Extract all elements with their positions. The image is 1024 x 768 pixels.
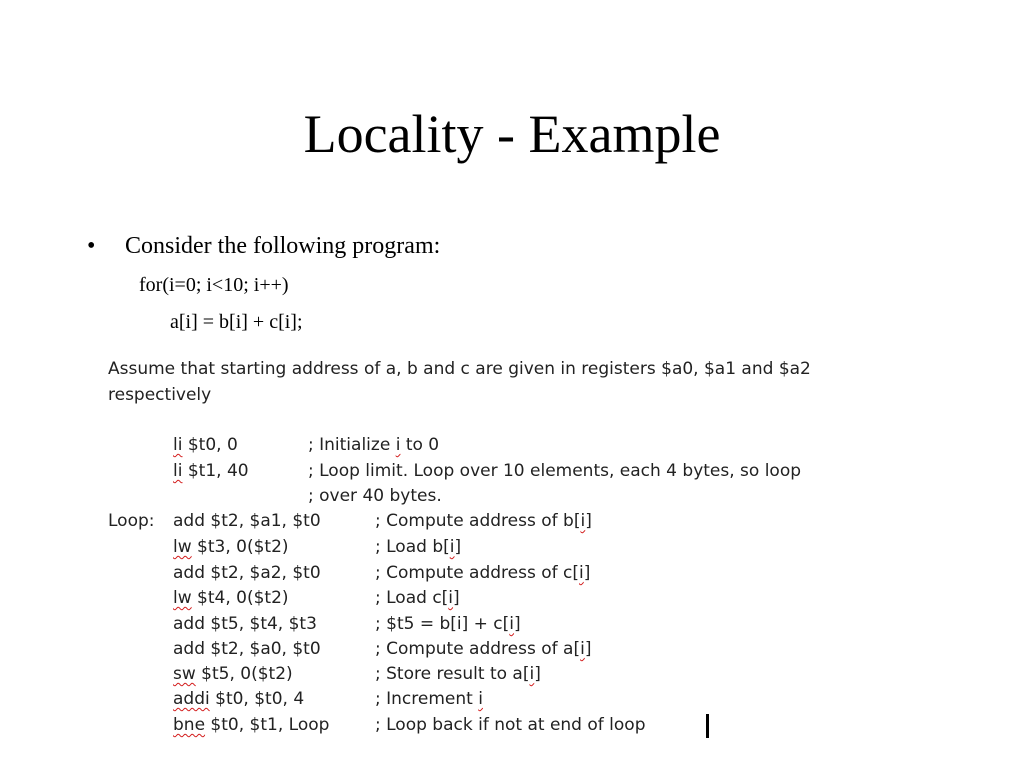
- asm-mnemonic: bne: [173, 715, 206, 735]
- asm-operands: add $t5, $t4, $t3: [173, 614, 317, 634]
- asm-instruction: [173, 433, 238, 457]
- asm-comment-text: ]: [514, 614, 521, 634]
- asm-comment-var: i: [529, 664, 535, 684]
- asm-comment-text: to 0: [400, 435, 440, 455]
- asm-instruction: [173, 509, 321, 533]
- asm-operands: $t4, 0($t2): [191, 588, 289, 608]
- asm-comment-text: ; $t5 = b[i] + c[: [375, 614, 510, 634]
- asm-comment-var: i: [579, 563, 584, 583]
- asm-instruction: [173, 535, 289, 559]
- asm-instruction: [173, 586, 289, 610]
- asm-operands: $t5, 0($t2): [195, 664, 293, 684]
- text-cursor: [706, 714, 709, 738]
- asm-comment: [308, 433, 439, 457]
- code-line-assign: a[i] = b[i] + c[i];: [170, 311, 303, 333]
- asm-instruction: [173, 662, 293, 686]
- asm-operands: $t0, $t1, Loop: [205, 715, 330, 735]
- asm-comment-text: ]: [584, 639, 592, 659]
- asm-comment: [375, 637, 591, 661]
- asm-comment: [375, 561, 590, 585]
- asm-instruction: [173, 561, 321, 585]
- asm-comment-var: i: [580, 639, 585, 659]
- asm-comment-var: i: [478, 689, 483, 709]
- asm-comment-text: ; Load c[: [375, 588, 449, 608]
- asm-operands: add $t2, $a2, $t0: [173, 563, 321, 583]
- asm-comment-var: i: [395, 435, 401, 455]
- asm-operands: $t1, 40: [182, 461, 249, 481]
- asm-operands: add $t2, $a1, $t0: [173, 511, 321, 531]
- asm-comment: [375, 509, 592, 533]
- asm-mnemonic: addi: [173, 689, 210, 709]
- asm-comment-text: ; Compute address of c[: [375, 563, 580, 583]
- asm-comment-var: i: [509, 614, 515, 634]
- asm-comment-text: ]: [534, 664, 541, 684]
- asm-comment-text: ]: [585, 511, 592, 531]
- asm-operands: $t3, 0($t2): [191, 537, 289, 557]
- asm-comment-text: ]: [583, 563, 591, 583]
- code-line-for: for(i=0; i<10; i++): [139, 274, 289, 296]
- asm-mnemonic: lw: [173, 588, 192, 608]
- asm-instruction: [173, 713, 329, 737]
- asm-comment: [308, 459, 801, 483]
- asm-comment-text: ; over 40 bytes.: [308, 486, 442, 506]
- asm-comment: [375, 713, 645, 737]
- asm-mnemonic: lw: [173, 537, 192, 557]
- asm-comment-text: ; Loop limit. Loop over 10 elements, each 4 bytes, so loop: [308, 461, 802, 481]
- asm-comment-text: ; Initialize: [308, 435, 396, 455]
- asm-comment-text: ; Compute address of a[: [375, 639, 581, 659]
- bullet-text: Consider the following program:: [125, 233, 441, 259]
- asm-comment-text: ; Store result to a[: [375, 664, 530, 684]
- asm-comment: [375, 586, 460, 610]
- asm-mnemonic: sw: [173, 664, 196, 684]
- asm-intro-line-1: Assume that starting address of a, b and c are given in registers $a0, $a1 and $a2: [108, 359, 811, 379]
- bullet-marker: •: [87, 233, 96, 259]
- asm-intro-line-2: respectively: [108, 385, 212, 405]
- asm-comment-text: ; Load b[: [375, 537, 450, 557]
- asm-instruction: [173, 637, 321, 661]
- asm-instruction: [173, 459, 249, 483]
- asm-mnemonic: li: [173, 435, 183, 455]
- asm-comment-text: ]: [453, 588, 460, 608]
- asm-comment: [375, 612, 521, 636]
- asm-instruction: [173, 687, 304, 711]
- asm-comment: [375, 687, 483, 711]
- asm-operands: $t0, $t0, 4: [209, 689, 305, 709]
- asm-comment: [375, 535, 461, 559]
- asm-label: Loop:: [108, 511, 155, 531]
- asm-comment-var: i: [580, 511, 586, 531]
- asm-comment-var: i: [448, 588, 454, 608]
- asm-comment-text: ; Compute address of b[: [375, 511, 581, 531]
- asm-comment-var: i: [449, 537, 455, 557]
- asm-comment: [375, 662, 541, 686]
- asm-operands: add $t2, $a0, $t0: [173, 639, 321, 659]
- asm-mnemonic: li: [173, 461, 183, 481]
- asm-comment: [308, 484, 442, 508]
- asm-comment-text: ]: [454, 537, 462, 557]
- asm-comment-text: ; Loop back if not at end of loop: [375, 715, 646, 735]
- asm-operands: $t0, 0: [182, 435, 238, 455]
- asm-comment-text: ; Increment: [375, 689, 479, 709]
- slide-title: Locality - Example: [303, 104, 721, 164]
- asm-instruction: [173, 612, 317, 636]
